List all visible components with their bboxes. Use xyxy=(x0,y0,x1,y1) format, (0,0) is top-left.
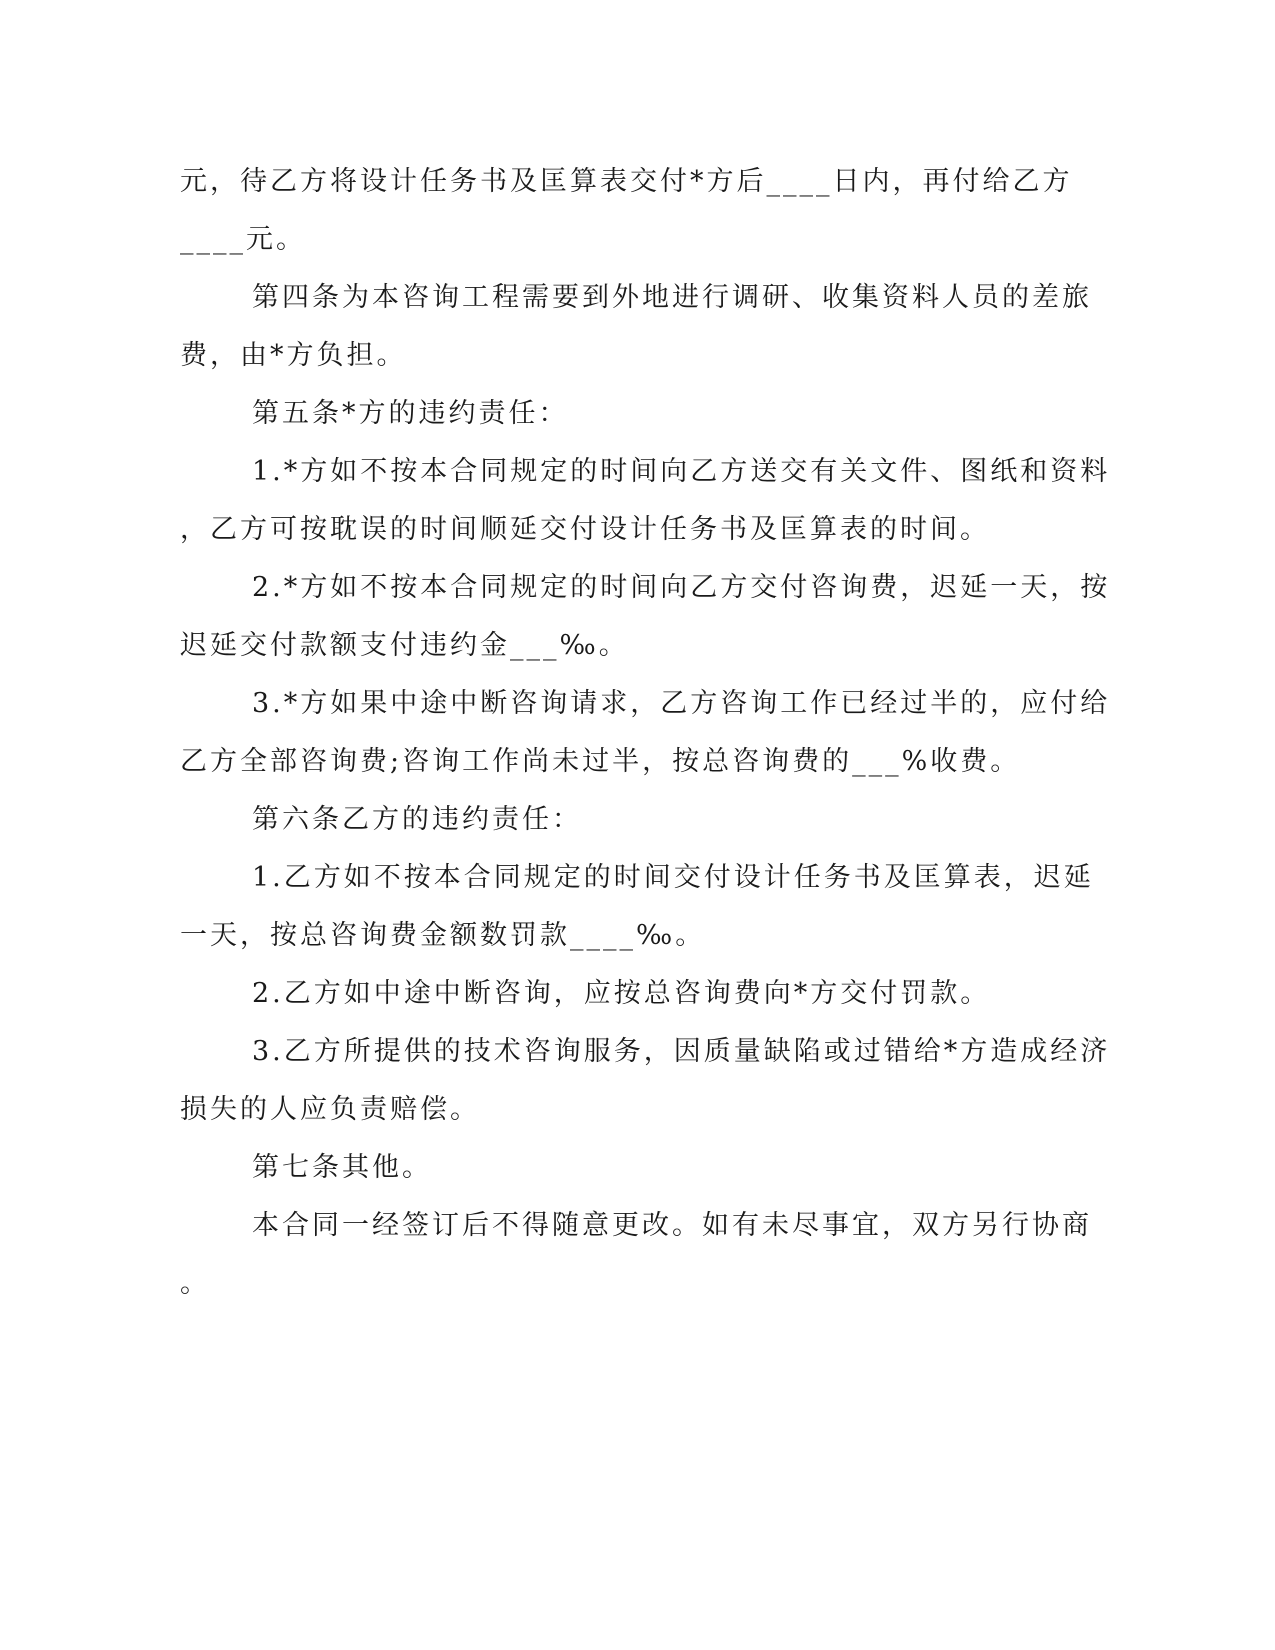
clause-3-payment-line-1: 元，待乙方将设计任务书及匡算表交付*方后____日内，再付给乙方 xyxy=(180,166,1073,197)
clause-6-item-2: 2.乙方如中途中断咨询，应按总咨询费向*方交付罚款。 xyxy=(252,978,991,1009)
clause-7-heading: 第七条其他。 xyxy=(252,1152,432,1183)
clause-5-item-1-line-1: 1.*方如不按本合同规定的时间向乙方送交有关文件、图纸和资料 xyxy=(252,456,1111,487)
clause-4-line-2: 费，由*方负担。 xyxy=(180,340,407,371)
clause-5-item-2-line-1: 2.*方如不按本合同规定的时间向乙方交付咨询费，迟延一天，按 xyxy=(252,572,1111,603)
clause-6-item-1-line-2: 一天，按总咨询费金额数罚款____‰。 xyxy=(180,920,706,951)
clause-5-heading: 第五条*方的违约责任： xyxy=(252,398,569,429)
clause-5-item-3-line-2: 乙方全部咨询费;咨询工作尚未过半，按总咨询费的___%收费。 xyxy=(180,746,1021,777)
clause-6-item-1-line-1: 1.乙方如不按本合同规定的时间交付设计任务书及匡算表，迟延 xyxy=(252,862,1094,893)
closing-paragraph-line-2: 。 xyxy=(180,1268,210,1299)
closing-paragraph-line-1: 本合同一经签订后不得随意更改。如有未尽事宜，双方另行协商 xyxy=(252,1210,1092,1241)
clause-5-item-1-line-2: ，乙方可按耽误的时间顺延交付设计任务书及匡算表的时间。 xyxy=(180,514,990,545)
clause-6-item-3-line-1: 3.乙方所提供的技术咨询服务，因质量缺陷或过错给*方造成经济 xyxy=(252,1036,1111,1067)
clause-3-payment-line-2: ____元。 xyxy=(180,224,306,255)
clause-6-heading: 第六条乙方的违约责任： xyxy=(252,804,582,835)
clause-5-item-3-line-1: 3.*方如果中途中断咨询请求，乙方咨询工作已经过半的，应付给 xyxy=(252,688,1111,719)
clause-5-item-2-line-2: 迟延交付款额支付违约金___‰。 xyxy=(180,630,629,661)
clause-4-line-1: 第四条为本咨询工程需要到外地进行调研、收集资料人员的差旅 xyxy=(252,282,1092,313)
clause-6-item-3-line-2: 损失的人应负责赔偿。 xyxy=(180,1094,480,1125)
